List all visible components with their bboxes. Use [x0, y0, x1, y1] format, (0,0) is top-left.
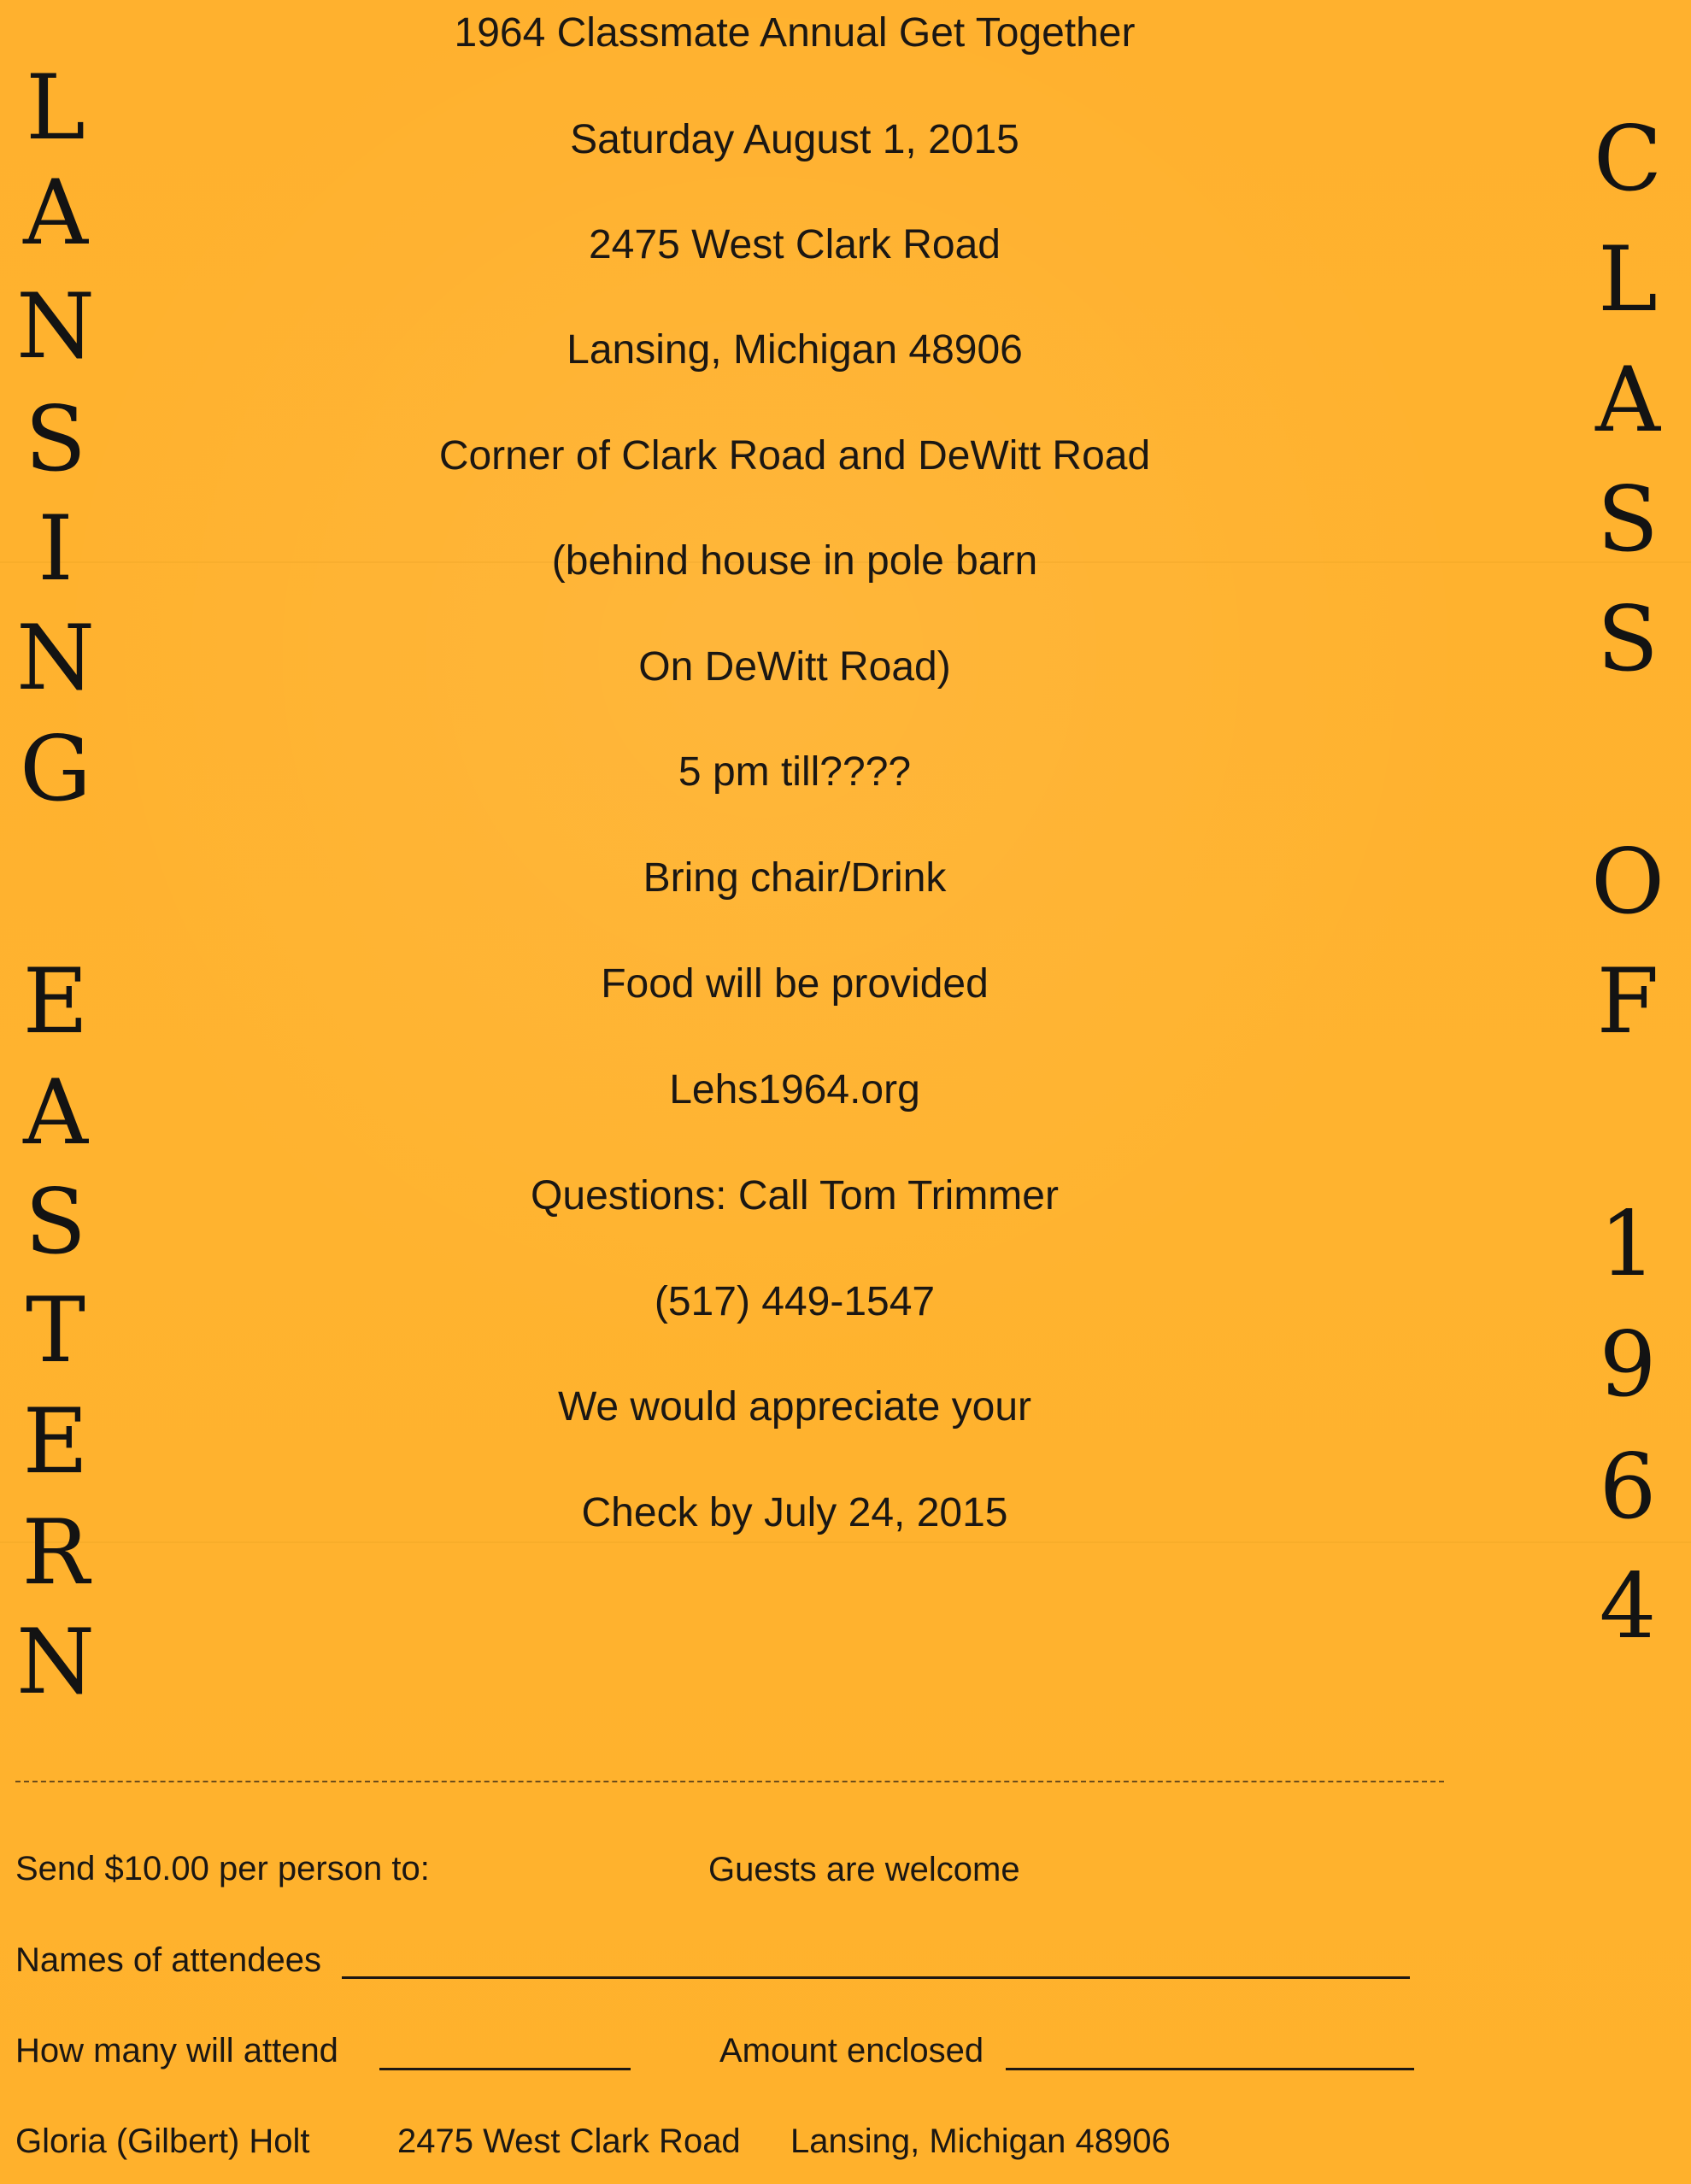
vertical-letter: A — [1595, 348, 1660, 452]
amount-enclosed-label: Amount enclosed — [719, 2032, 984, 2070]
vertical-letter: S — [1597, 587, 1659, 691]
attendance-count-line — [379, 2068, 631, 2070]
vertical-letter: A — [23, 161, 88, 265]
event-intersection: Corner of Clark Road and DeWitt Road — [438, 433, 1151, 478]
website-text: Lehs1964.org — [669, 1067, 920, 1113]
vertical-letter: S — [25, 387, 86, 491]
vertical-letter: 1 — [1599, 1192, 1657, 1296]
vertical-letter: 6 — [1599, 1435, 1657, 1539]
vertical-letter: S — [1597, 467, 1659, 572]
send-payment-label: Send $10.00 per person to: — [15, 1850, 430, 1888]
vertical-letter: I — [38, 496, 73, 601]
event-time: 5 pm till???? — [678, 749, 912, 795]
event-street-address: 2475 West Clark Road — [588, 222, 1001, 267]
vertical-letter: N — [16, 1610, 95, 1714]
vertical-letter: A — [23, 1060, 88, 1165]
attendee-names-line — [342, 1976, 1410, 1979]
cut-line — [15, 1781, 1444, 1782]
food-note: Food will be provided — [601, 961, 989, 1007]
vertical-letter: T — [25, 1278, 86, 1383]
vertical-letter: G — [20, 717, 91, 821]
vertical-letter: E — [22, 1389, 89, 1494]
vertical-letter: E — [22, 949, 89, 1054]
vertical-letter: R — [21, 1500, 90, 1605]
recipient-street: 2475 West Clark Road — [397, 2122, 741, 2160]
vertical-letter: F — [1596, 949, 1659, 1054]
vertical-letter: S — [25, 1170, 86, 1274]
vertical-letter: O — [1590, 830, 1665, 934]
amount-enclosed-line — [1006, 2068, 1414, 2070]
contact-phone: (517) 449-1547 — [654, 1279, 936, 1324]
vertical-letter: N — [16, 606, 95, 710]
event-road-note: On DeWitt Road) — [638, 644, 951, 690]
event-location-note: (behind house in pole barn — [551, 538, 1038, 584]
vertical-letter: L — [26, 56, 85, 160]
vertical-letter: C — [1593, 107, 1663, 211]
vertical-letter: 9 — [1599, 1312, 1657, 1417]
event-date: Saturday August 1, 2015 — [570, 117, 1019, 162]
bring-items-note: Bring chair/Drink — [643, 855, 947, 901]
payment-request-line: We would appreciate your — [557, 1384, 1032, 1430]
guests-welcome-note: Guests are welcome — [708, 1851, 1020, 1888]
payment-deadline: Check by July 24, 2015 — [581, 1490, 1008, 1535]
recipient-city: Lansing, Michigan 48906 — [790, 2122, 1171, 2160]
event-title: 1964 Classmate Annual Get Together — [454, 10, 1136, 56]
attendee-names-label: Names of attendees — [15, 1941, 321, 1979]
vertical-letter: 4 — [1599, 1554, 1657, 1659]
event-city-state-zip: Lansing, Michigan 48906 — [567, 327, 1023, 373]
contact-note: Questions: Call Tom Trimmer — [531, 1173, 1059, 1218]
vertical-letter: L — [1598, 227, 1658, 332]
attendance-count-label: How many will attend — [15, 2032, 338, 2070]
vertical-letter: N — [16, 274, 95, 379]
paper-fold-line — [0, 1541, 1691, 1543]
recipient-name: Gloria (Gilbert) Holt — [15, 2122, 310, 2160]
